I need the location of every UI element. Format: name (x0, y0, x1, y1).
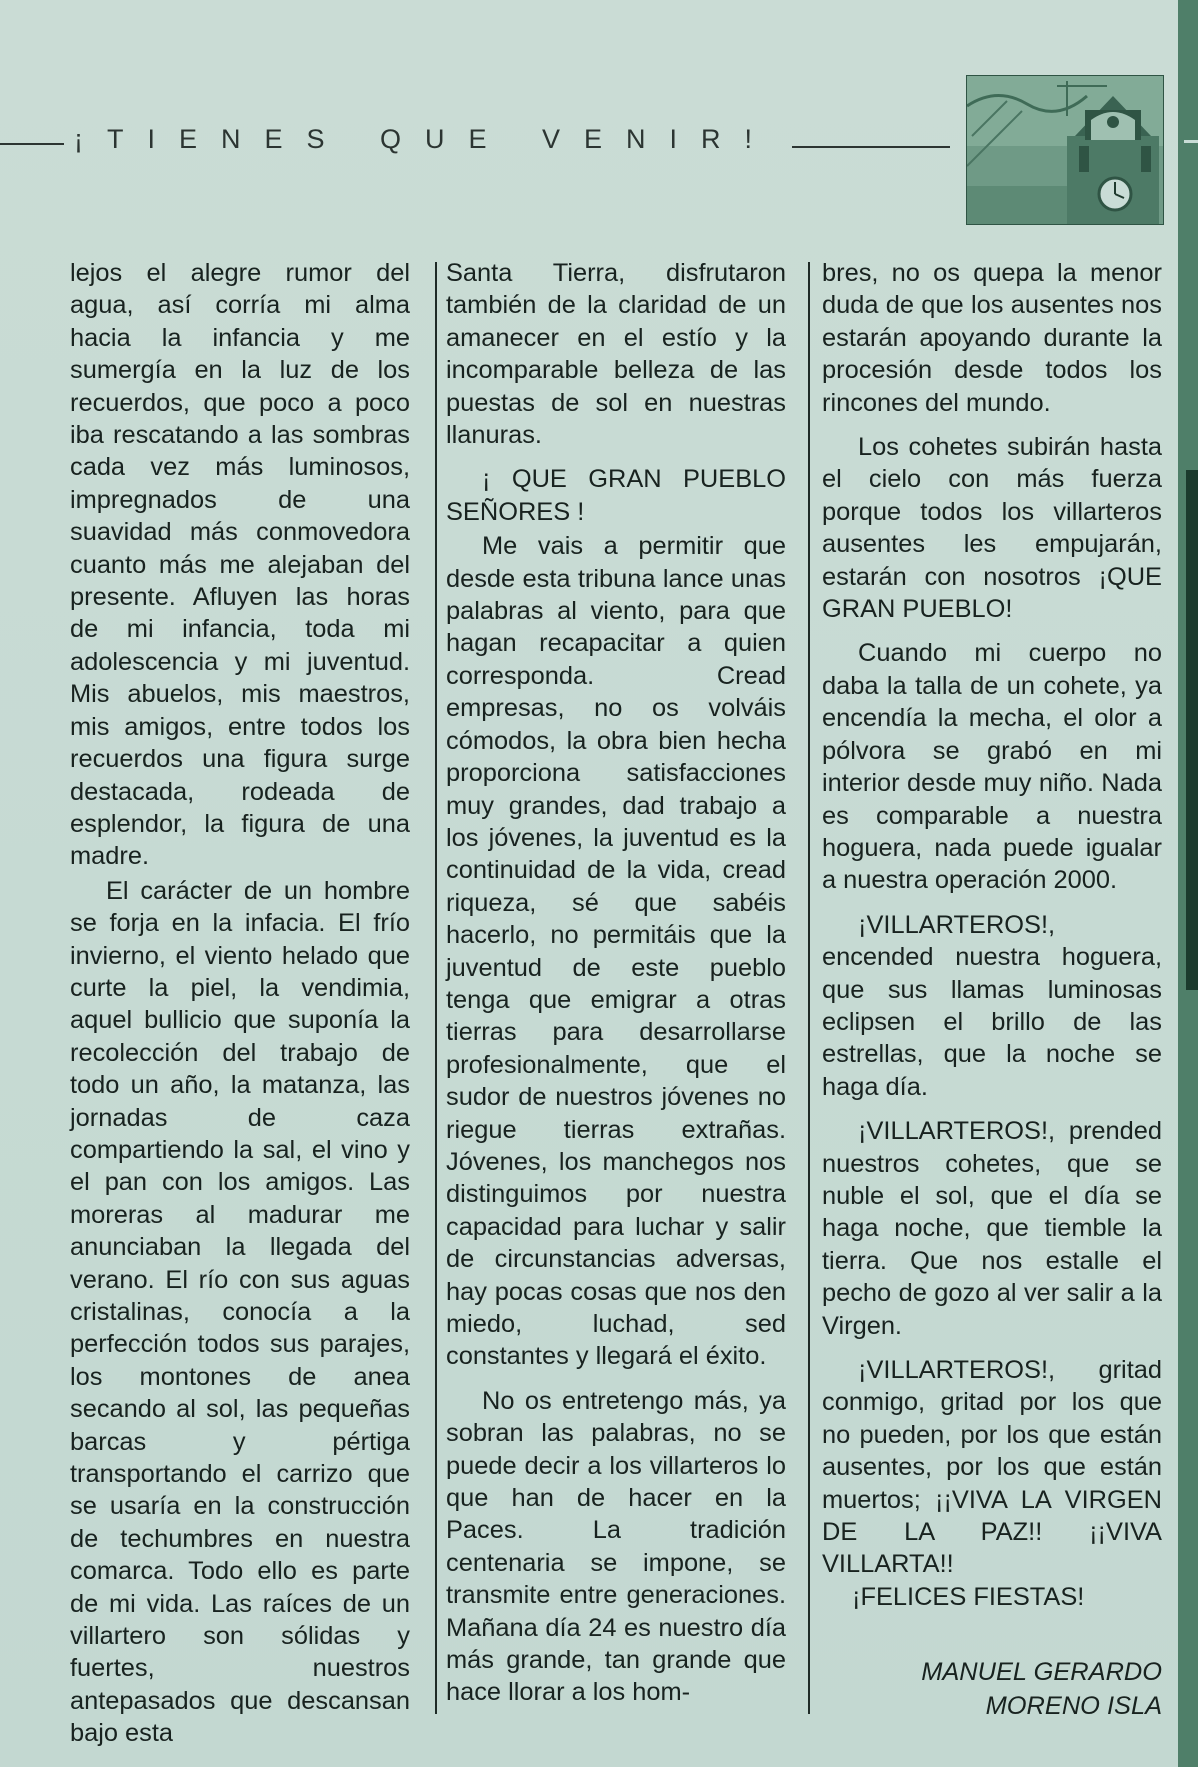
church-bell-tower-icon (966, 75, 1164, 225)
paragraph: lejos el alegre rumor del agua, así corría mi alma hacia la infancia y me sumergía en la luz de los recuerdos, que poco a poco iba rescatando a las sombras cada vez más luminosos, impregnados de una suavidad más conmovedora cuanto más me alejaban del presente. Afluyen las horas de mi infancia, toda mi adolescencia y mi juventud. Mis abuelos, mis maestros, mis amigos, entre todos los recuerdos una figura surge destacada, rodeada de esplendor, la figura de una madre. (70, 259, 410, 871)
author-name-line-2: MORENO ISLA (985, 1692, 1162, 1721)
paragraph: Los cohetes subirán hasta el cielo con más fuerza porque todos los villarteros ausentes les empujarán, estarán con nosotros ¡QUE GRAN PUEBLO! (822, 433, 1162, 624)
header-rule-left (0, 143, 64, 145)
paragraph: ¡VILLARTEROS!, gritad conmigo, gritad por los que no pueden, por los que están ausentes, por los que están muertos; ¡¡VIVA LA VIRGEN DE LA PAZ!! ¡¡VIVA VILLARTA!! (822, 1356, 1162, 1579)
heading-exclamation: ¡ QUE GRAN PUEBLO SEÑORES ! (446, 465, 786, 526)
author-signature (822, 1655, 1162, 1723)
header-rule-right (792, 146, 950, 148)
paragraph: bres, no os quepa la menor duda de que los ausentes nos estarán apoyando durante la procesión desde todos los rincones del mundo. (822, 259, 1162, 417)
text-column-3 (822, 257, 1162, 1723)
paragraph: Cuando mi cuerpo no daba la talla de un cohete, ya encendía la mecha, el olor a pólvora se grabó en mi interior desde muy niño. Nada es comparable a nuestra hoguera, nada puede igualar a nuestra operación 2000. (822, 639, 1162, 895)
column-divider (435, 262, 437, 1714)
author-name-line-1: MANUEL GERARDO (921, 1658, 1162, 1687)
paragraph: ¡VILLARTEROS!, encended nuestra hoguera, que sus llamas luminosas eclipsen el brillo de las estrellas, que la noche se haga día. (822, 910, 1162, 1101)
paragraph: Me vais a permitir que desde esta tribuna lance unas palabras al viento, para que hagan recapacitar a quien corresponda. Cread empresas, no os volváis cómodos, la obra bien hecha proporciona satisfacciones muy grandes, dad trabajo a los jóvenes, la juventud es la continuidad de la vida, cread riqueza, sé que sabéis hacerlo, no permitáis que la juventud de este pueblo tenga que emigrar a otras tierras para desarrollarse profesionalmente, que el sudor de nuestros jóvenes no riegue tierras extrañas. Jóvenes, los manchegos nos distinguimos por nuestra capacidad para luchar y salir de circunstancias adversas, hay pocas cosas que nos den miedo, luchad, sed constantes y llegará el éxito. (446, 532, 786, 1371)
closing-greeting: ¡FELICES FIESTAS! (852, 1582, 1085, 1611)
column-divider (808, 262, 810, 1714)
paragraph: No os entretengo más, ya sobran las palabras, no se puede decir a los villarteros lo que han de hacer en la Paces. La tradición centenaria se impone, se transmite entre generaciones. Mañana día 24 es nuestro día más grande, tan grande que hace llorar a los hom- (446, 1386, 786, 1707)
page-title: ¡TIENES QUE VENIR! (74, 124, 777, 154)
page-edge-strip (1178, 0, 1198, 1767)
paragraph: El carácter de un hombre se forja en la infacia. El frío invierno, el viento helado que curte la piel, la vendimia, aquel bullicio que suponía la recolección del trabajo de todo un año, la matanza, las jornadas de caza compartiendo la sal, el vino y el pan con los amigos. Las moreras al madurar me anunciaban la llegada del verano. El río con sus aguas cristalinas, conocía a la perfección todos sus parajes, los montones de anea secando al sol, las pequeñas barcas y pértiga transportando el carrizo que se usaría en la construcción de techumbres en nuestra comarca. Todo ello es parte de mi vida. Las raíces de un villartero son sólidas y fuertes, nuestros antepasados que descansan bajo esta (70, 876, 410, 1748)
paragraph: ¡VILLARTEROS!, prended nuestros cohetes, que se nuble el sol, que el día se haga noche, que tiemble la tierra. Que nos estalle el pecho de gozo al ver salir a la Virgen. (822, 1117, 1162, 1340)
text-column-2 (446, 257, 786, 1709)
paragraph: Santa Tierra, disfrutaron también de la claridad de un amanecer en el estío y la incomparable belleza de las puestas de sol en nuestras llanuras. (446, 259, 786, 450)
text-column-1 (70, 257, 410, 1750)
